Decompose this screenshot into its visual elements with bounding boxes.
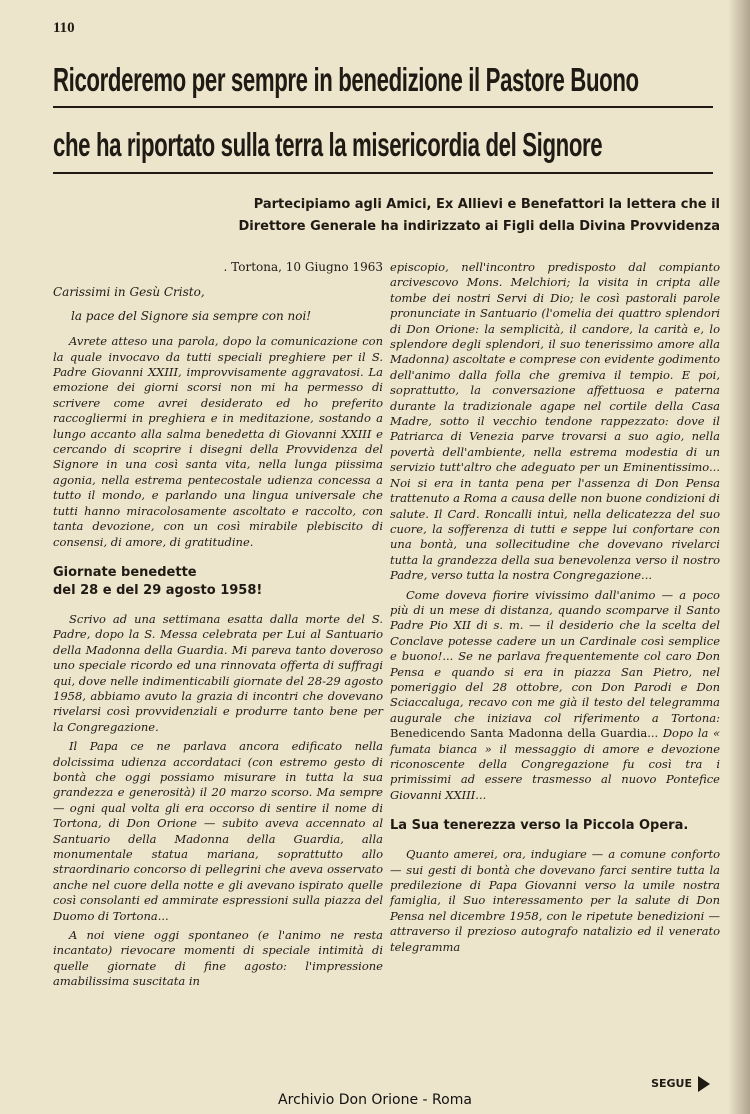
right-column <box>390 260 720 959</box>
subtitle-giornate-line-2: del 28 e del 29 agosto 1958! <box>53 582 263 598</box>
left-column <box>53 260 383 994</box>
subtitle-tenerezza: La Sua tenerezza verso la Piccola Opera. <box>390 818 689 834</box>
headline-line-2: che ha riportato sulla terra la misericordia del Signore <box>53 127 603 164</box>
paragraph-2: Scrivo ad una settimana esatta dalla morte del S. Padre, dopo la S. Messa celebrata per Lui al Santuario della Madonna della Guardia. Mi pareva tanto doveroso uno speciale ricordo ed una rinnovata offerta di suffragi qui, dove nelle indimenticabili giornate del 28-29 agosto 1958, abbiamo avuto la grazia di incontri che dovevano rivelarsi così provvidenziali e produrre tanto bene per la Congregazione. <box>53 611 383 734</box>
headline-rule-2 <box>53 172 713 174</box>
page-number: 110 <box>53 20 75 36</box>
subtitle-giornate <box>53 564 383 600</box>
paragraph-6-quote: Benedicendo Santa Madonna della Guardia... <box>390 726 659 741</box>
archive-footer: Archivio Don Orione - Roma <box>278 1092 472 1108</box>
headline-line-1: Ricorderemo per sempre in benedizione il Pastore Buono <box>53 62 639 99</box>
paragraph-6-part-a: Come doveva fiorire vivissimo dall'animo — a poco più di un mese di distanza, quando scomparve il Santo Padre Pio XII di s. m. — il desiderio che la scelta del Conclave potesse cadere un un Cardinale così semplice e buono!... Se ne parlava frequentemente col caro Don Pensa e quando si era in piazza San Pietro, nel pomeriggio del 28 ottobre, con Don Parodi e Don Sciaccaluga, recavo con me già il testo del telegramma augurale che iniziava col riferimento a Tortona: <box>390 587 720 725</box>
intro-text <box>190 194 720 238</box>
paragraph-1: Avrete atteso una parola, dopo la comunicazione con la quale invocavo da tutti speciali preghiere per il S. Padre Giovanni XXIII, improvvisamente aggravatosi. La emozione dei giorni scorsi non mi ha permesso di scrivere come avrei desiderato ed ho preferito raccogliermi in preghiera e in meditazione, sostando a lungo accanto alla salma benedetta di Giovanni XXIII e cercando di scoprire i disegni della Provvidenza del Signore in una così santa vita, nella lunga piissima agonia, nella estrema pentecostale udienza concessa a tutto il mondo, e parlando una lingua universale che tutti hanno miracolosamente ascoltato e raccolto, con tanta devozione, con un così mirabile plebiscito di consensi, di amore, di gratitudine. <box>53 334 383 549</box>
salutation-blessing: la pace del Signore sia sempre con noi! <box>71 308 312 323</box>
intro-line-2: Direttore Generale ha indirizzato ai Figli della Divina Provvidenza <box>238 219 720 234</box>
paragraph-7: Quanto amerei, ora, indugiare — a comune conforto — sui gesti di bontà che dovevano farci sentire tutta la predilezione di Papa Giovanni verso la umile nostra famiglia, il Suo interessamento per la salute di Don Pensa nel dicembre 1958, con le ripetute benedizioni — attraverso il prezioso autografo natalizio ed il venerato telegramma <box>390 847 720 954</box>
paragraph-5: episcopio, nell'incontro predisposto dal compianto arcivescovo Mons. Melchiori; la visita in cripta alle tombe dei nostri Servi di Dio; le così pastorali parole pronunciate in Santuario (l'omelia dei quattro splendori di Don Orione: la semplicità, il candore, la carità e, lo splendore degli splendori, il suo tenerissimo amore alla Madonna) ascoltate e comprese con evidente godimento dell'animo dalla folla che gremiva il tempio. E poi, soprattutto, la conversazione affettuosa e paterna durante la tradizionale agape nel cortile della Casa Madre, sotto il vecchio tendone rappezzato: dove il Patriarca di Venezia parve trovarsi a suo agio, nella povertà dell'ambiente, nella estrema modestia di un servizio tutt'altro che adeguato per un Eminentissimo... Noi si era in tanta pena per l'assenza di Don Pensa trattenuto a Roma a causa delle non buone condizioni di salute. Il Card. Roncalli intuì, nella delicatezza del suo cuore, la sofferenza di tutti e seppe lui confortare con una bontà, una sollecitudine che dovevano rivelarci tutta la grandezza della sua benevolenza verso il nostro Padre, verso tutta la nostra Congregazione... <box>390 260 720 583</box>
headline-rule-1 <box>53 106 713 108</box>
paragraph-6 <box>390 588 720 804</box>
subtitle-giornate-line-1: Giornate benedette <box>53 564 197 580</box>
page-edge-shadow <box>728 0 750 1114</box>
paragraph-4: A noi viene oggi spontaneo (e l'animo ne resta incantato) rievocare momenti di speciale intimità di quelle giornate di fine agosto: l'impressione amabilissima suscitata in <box>53 928 383 989</box>
continue-label: SEGUE <box>651 1077 692 1090</box>
intro-line-1: Partecipiamo agli Amici, Ex Allievi e Benefattori la lettera che il <box>253 197 720 212</box>
paragraph-3: Il Papa ce ne parlava ancora edificato nella dolcissima udienza accordataci (con estremo gesto di bontà che oggi possiamo misurare in tutta la sua grandezza e generosità) il 20 marzo scorso. Ma sempre — ogni qual volta gli era occorso di sentire il nome di Tortona, di Don Orione — subito aveva accennato al Santuario della Madonna della Guardia, alla monumentale statua mariana, soprattutto allo straordinario concorso di pellegrini che aveva osservato anche nel cuore della notte e gli avevano ispirato quelle così consolanti ed ammirate espressioni sulla piazza del Duomo di Tortona... <box>53 739 383 923</box>
salutation: Carissimi in Gesù Cristo, <box>53 285 205 300</box>
place-date: . Tortona, 10 Giugno 1963 <box>223 260 383 274</box>
paragraph-6-part-c: Dopo la « fumata bianca » il messaggio di amore e devozione riconoscente della Congregazione fu così tra i primissimi ad essere trasmesso al nuovo Pontefice Giovanni XXIII... <box>390 726 720 802</box>
